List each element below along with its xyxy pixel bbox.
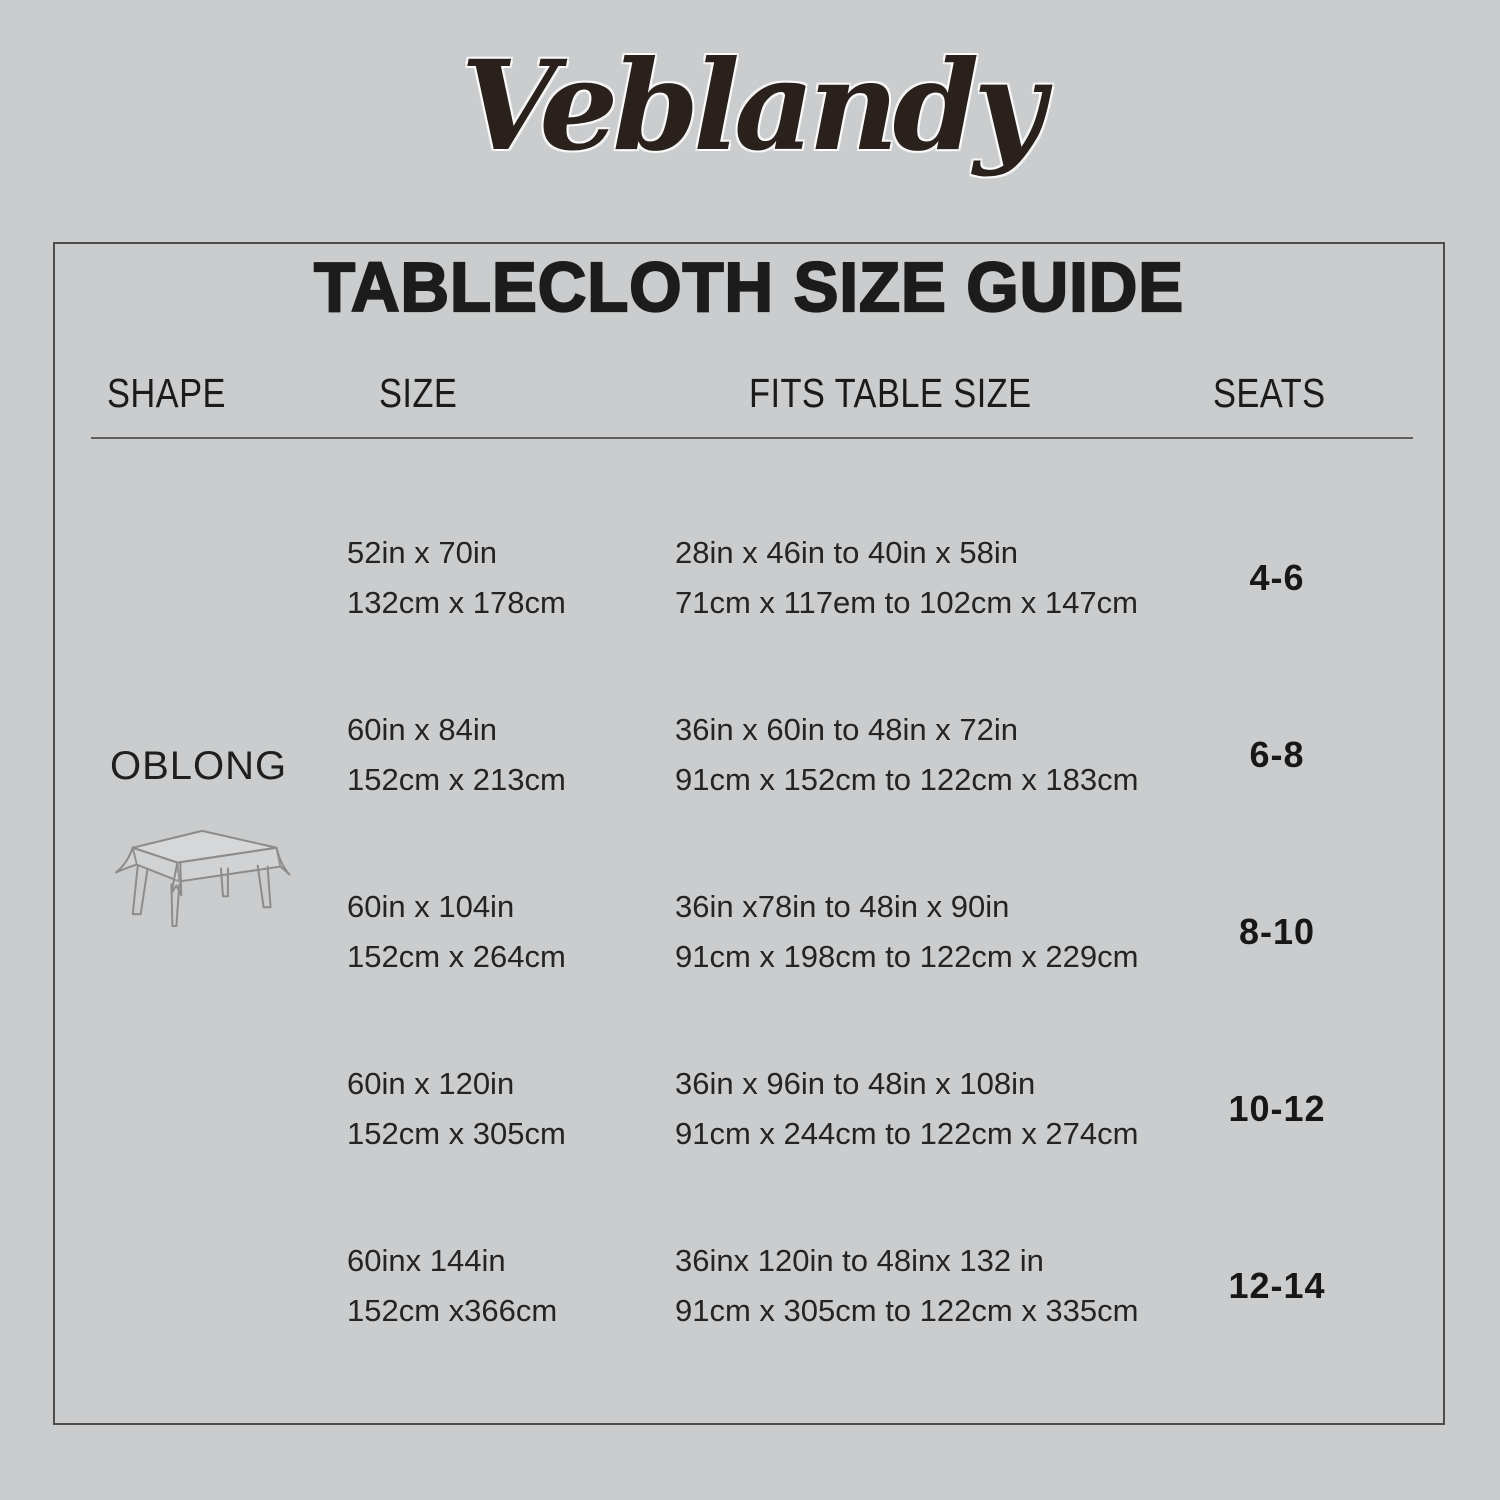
- fits-inches: 28in x 46in to 40in x 58in: [675, 534, 1018, 570]
- size-inches: 60in x 120in: [347, 1065, 515, 1101]
- seats-cell: 4-6: [1249, 556, 1305, 598]
- guide-title: TABLECLOTH SIZE GUIDE: [313, 248, 1185, 326]
- size-table-body: [347, 489, 1347, 1374]
- size-inches: 60inx 144in: [347, 1242, 506, 1278]
- size-guide-panel: [53, 242, 1445, 1425]
- size-cm: 152cm x 264cm: [347, 938, 566, 974]
- seats-cell: 12-14: [1228, 1264, 1326, 1306]
- fits-cm: 71cm x 117em to 102cm x 147cm: [675, 584, 1138, 620]
- shape-block: [110, 744, 360, 949]
- seats-cell: 8-10: [1238, 910, 1316, 952]
- fits-cell: [675, 528, 1207, 628]
- fits-cm: 91cm x 244cm to 122cm x 274cm: [675, 1115, 1139, 1151]
- column-header-shape: SHAPE: [107, 370, 226, 416]
- table-row: [347, 489, 1347, 666]
- size-inches: 60in x 104in: [347, 888, 515, 924]
- table-row: [347, 843, 1347, 1020]
- size-cell: [347, 1059, 675, 1159]
- table-row: [347, 1197, 1347, 1374]
- fits-cm: 91cm x 305cm to 122cm x 335cm: [675, 1292, 1139, 1328]
- size-cell: [347, 705, 675, 805]
- size-cell: [347, 528, 675, 628]
- fits-inches: 36in x 96in to 48in x 108in: [675, 1065, 1036, 1101]
- fits-cell: [675, 1059, 1207, 1159]
- size-cell: [347, 1236, 675, 1336]
- size-cell: [347, 882, 675, 982]
- size-cm: 152cm x366cm: [347, 1292, 558, 1328]
- shape-label: OBLONG: [110, 744, 288, 788]
- fits-cell: [675, 1236, 1207, 1336]
- fits-cell: [675, 882, 1207, 982]
- size-cm: 152cm x 305cm: [347, 1115, 566, 1151]
- column-header-fits-table-size: FITS TABLE SIZE: [749, 370, 1032, 416]
- table-row: [347, 1020, 1347, 1197]
- seats-cell: 6-8: [1249, 733, 1305, 775]
- size-inches: 52in x 70in: [347, 534, 497, 570]
- fits-inches: 36in x78in to 48in x 90in: [675, 888, 1010, 924]
- fits-cm: 91cm x 198cm to 122cm x 229cm: [675, 938, 1139, 974]
- header-divider: [91, 437, 1413, 439]
- size-cm: 132cm x 178cm: [347, 584, 566, 620]
- brand-logo: Veblandy: [460, 34, 1040, 179]
- fits-inches: 36inx 120in to 48inx 132 in: [675, 1242, 1044, 1278]
- oblong-tablecloth-icon: [100, 805, 338, 944]
- seats-cell: 10-12: [1228, 1087, 1326, 1129]
- table-row: [347, 666, 1347, 843]
- column-header-size: SIZE: [379, 370, 458, 416]
- fits-cell: [675, 705, 1207, 805]
- size-inches: 60in x 84in: [347, 711, 497, 747]
- size-cm: 152cm x 213cm: [347, 761, 566, 797]
- fits-cm: 91cm x 152cm to 122cm x 183cm: [675, 761, 1139, 797]
- fits-inches: 36in x 60in to 48in x 72in: [675, 711, 1018, 747]
- column-header-seats: SEATS: [1213, 370, 1326, 416]
